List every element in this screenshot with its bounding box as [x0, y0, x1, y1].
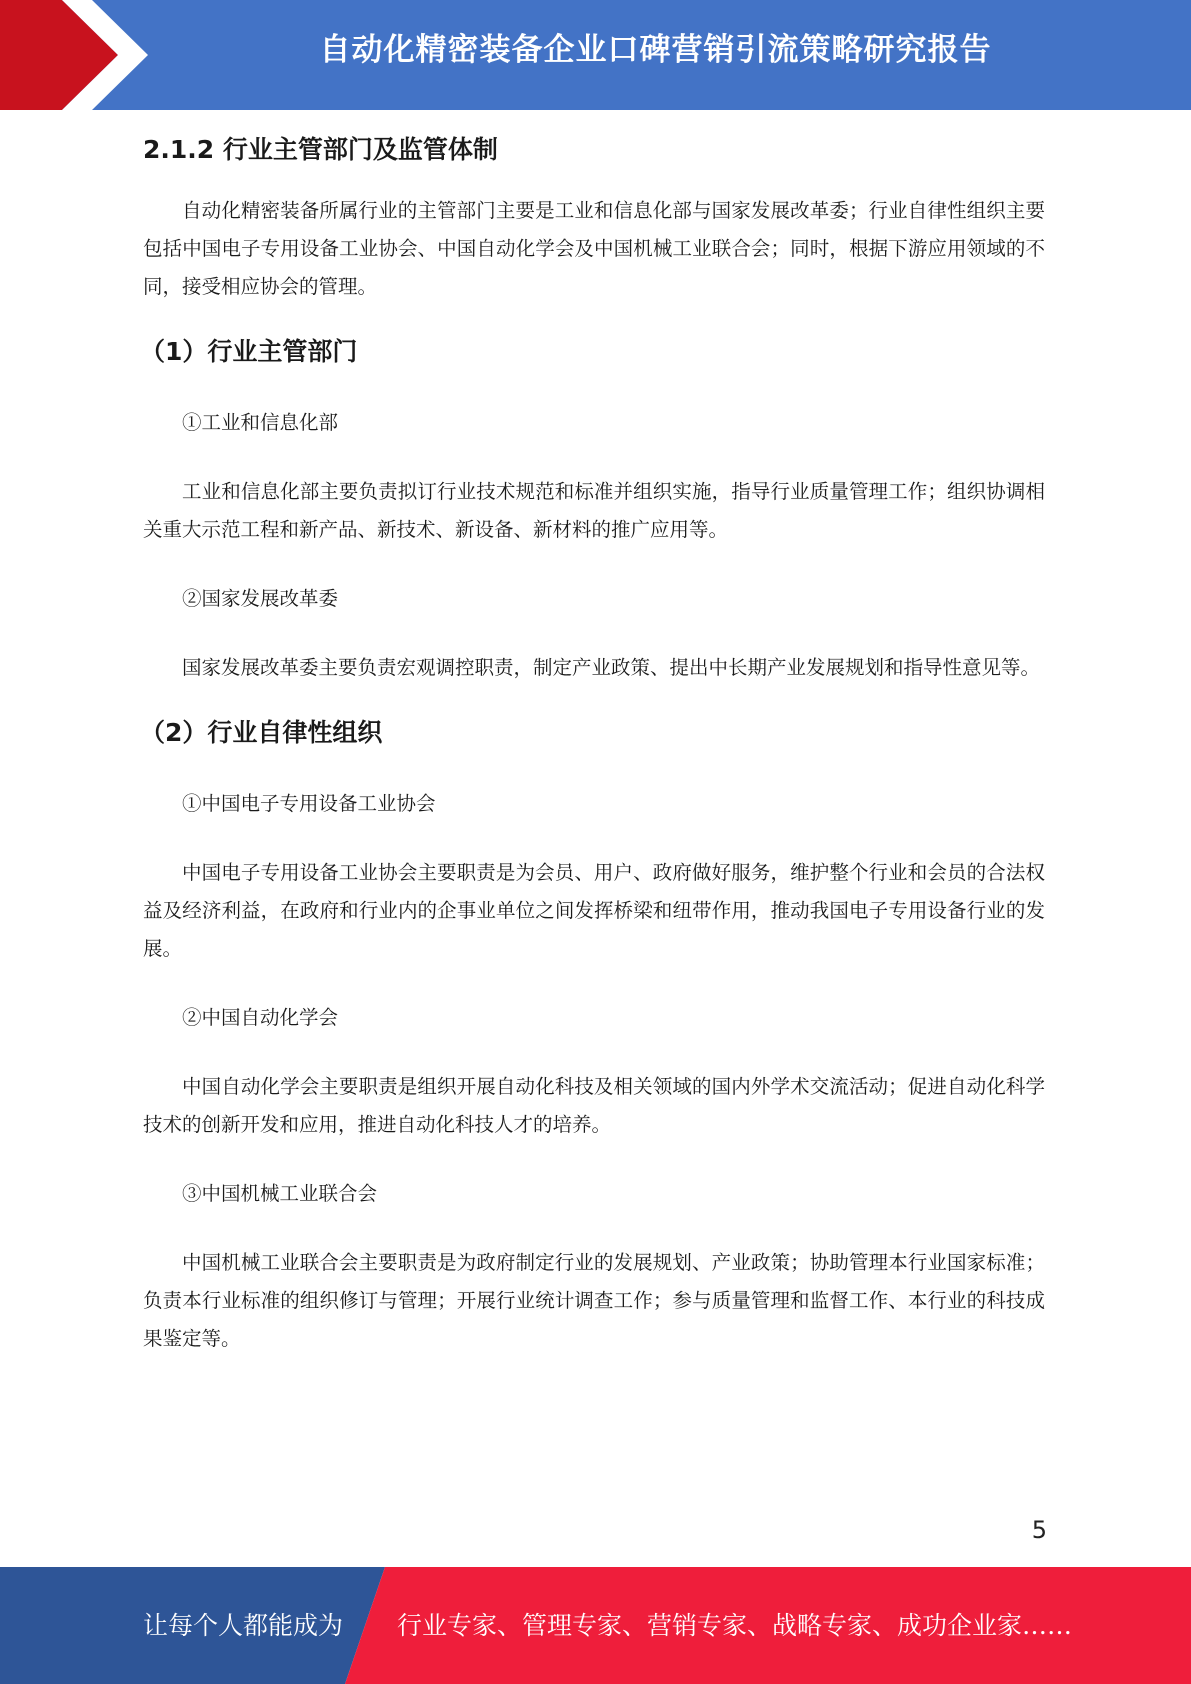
footer-bar	[0, 1567, 1191, 1684]
document-body	[140, 128, 1045, 1358]
item-paragraph: 工业和信息化部主要负责拟订行业技术规范和标准并组织实施，指导行业质量管理工作；组织协调相关重大示范工程和新产品、新技术、新设备、新材料的推广应用等。	[143, 480, 1045, 541]
footer-slogan-right: 行业专家、管理专家、营销专家、战略专家、成功企业家……	[397, 1611, 1073, 1640]
item-paragraph: 中国机械工业联合会主要职责是为政府制定行业的发展规划、产业政策；协助管理本行业国家标准；负责本行业标准的组织修订与管理；开展行业统计调查工作；参与质量管理和监督工作、本行业的科技成果鉴定等。	[143, 1251, 1045, 1350]
item-label: ②国家发展改革委	[182, 587, 339, 610]
header-bar	[0, 0, 1191, 110]
intro-paragraph: 自动化精密装备所属行业的主管部门主要是工业和信息化部与国家发展改革委；行业自律性组织主要包括中国电子专用设备工业协会、中国自动化学会及中国机械工业联合会；同时，根据下游应用领域的不同，接受相应协会的管理。	[143, 199, 1045, 298]
report-title: 自动化精密装备企业口碑营销引流策略研究报告	[319, 32, 992, 68]
subsection-heading-1: （1）行业主管部门	[140, 337, 358, 366]
item-label: ③中国机械工业联合会	[182, 1182, 378, 1205]
section-heading: 2.1.2 行业主管部门及监管体制	[143, 135, 498, 164]
item-paragraph: 中国自动化学会主要职责是组织开展自动化科技及相关领域的国内外学术交流活动；促进自动化科学技术的创新开发和应用，推进自动化科技人才的培养。	[143, 1075, 1045, 1136]
item-label: ①中国电子专用设备工业协会	[182, 792, 436, 815]
subsection-heading-2: （2）行业自律性组织	[140, 718, 383, 747]
item-paragraph: 中国电子专用设备工业协会主要职责是为会员、用户、政府做好服务，维护整个行业和会员的合法权益及经济利益，在政府和行业内的企事业单位之间发挥桥梁和纽带作用，推动我国电子专用设备行业的发展。	[143, 861, 1045, 960]
footer-slogan-left: 让每个人都能成为	[143, 1611, 344, 1640]
header-chevron-decoration	[0, 0, 160, 110]
item-label: ②中国自动化学会	[182, 1006, 339, 1029]
item-paragraph: 国家发展改革委主要负责宏观调控职责，制定产业政策、提出中长期产业发展规划和指导性意见等。	[182, 656, 1041, 679]
item-label: ①工业和信息化部	[182, 411, 339, 434]
page-number: 5	[1031, 1516, 1047, 1544]
